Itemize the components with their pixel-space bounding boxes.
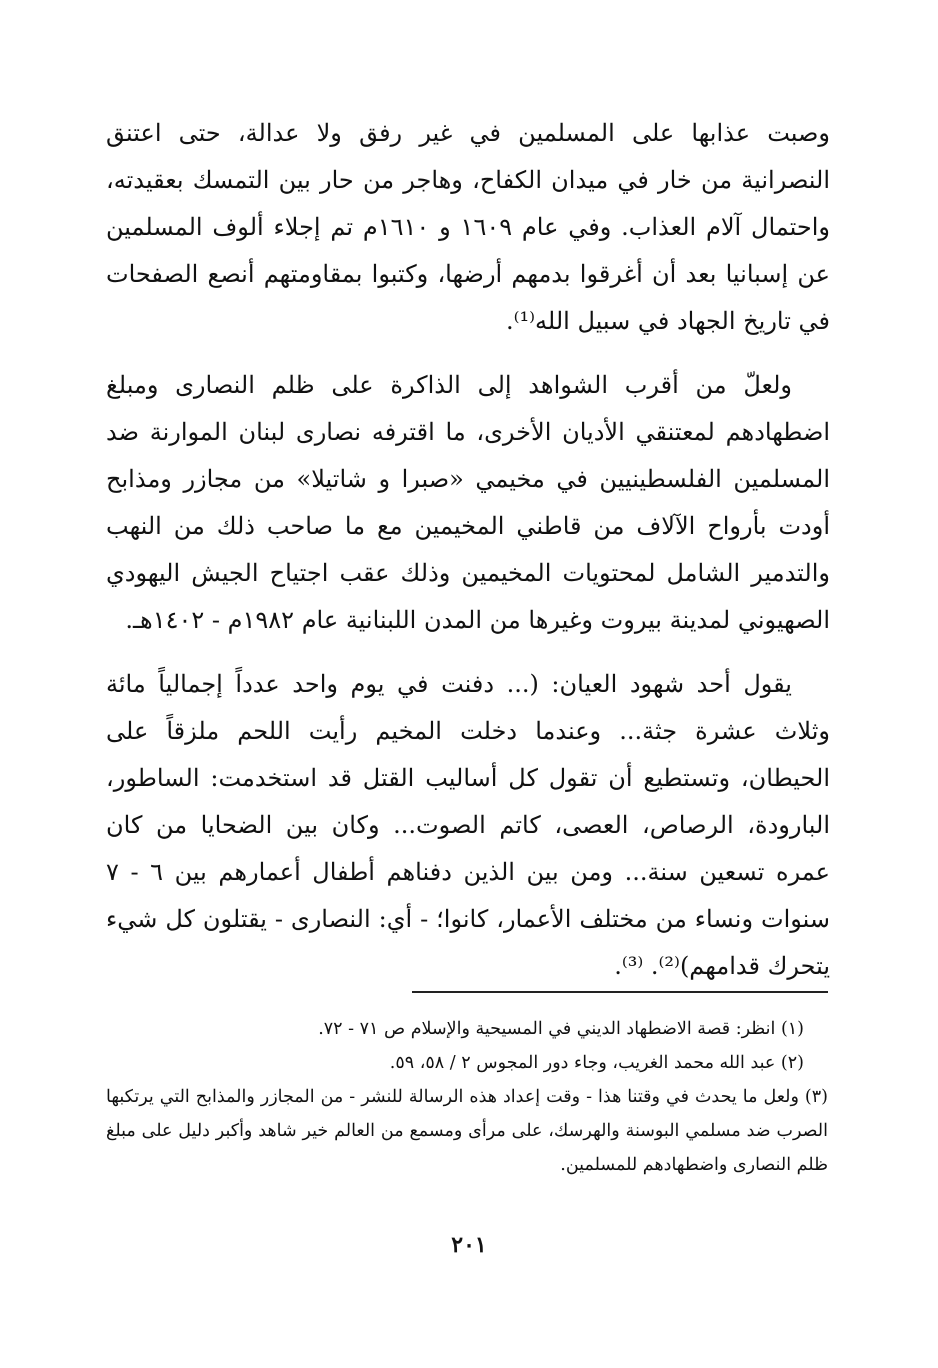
- paragraph: وصبت عذابها على المسلمين في غير رفق ولا عدالة، حتى اعتنق النصرانية من خار في ميدان الكفاح، وهاجر من حار بين التمسك بعقيدته، واحتمال آلام العذاب. وفي عام ١٦٠٩ و ١٦١٠م تم إجلاء ألوف المسلمين عن إسبانيا بعد أن أغرقوا بدمهم أرضها، وكتبوا بمقاومتهم أنصع الصفحات في تاريخ الجهاد في سبيل الله⁽¹⁾.: [106, 119, 830, 335]
- footnote-divider: [412, 991, 828, 993]
- footnote-item: (٣) ولعل ما يحدث في وقتنا هذا - وقت إعداد هذه الرسالة للنشر - من المجازر والمذابح التي يرتكبها الصرب ضد مسلمي البوسنة والهرسك، على مرأى ومسمع من العالم خير شاهد وأكبر دليل على مبلغ ظلم النصارى واضطهادهم للمسلمين.: [106, 1087, 828, 1175]
- footnote-item: (٢) عبد الله محمد الغريب، وجاء دور المجوس ٢ / ٥٨، ٥٩.: [389, 1053, 804, 1073]
- paragraph: يقول أحد شهود العيان: (... دفنت في يوم واحد عدداً إجمالياً مائة وثلاث عشرة جثة... وعندما دخلت المخيم رأيت اللحم ملزقاً على الحيطان، وتستطيع أن تقول كل أساليب القتل قد استخدمت: الساطور، البارودة، الرصاص، العصى، كاتم الصوت... وكان بين الضحايا من كان عمره تسعين سنة... ومن بين الذين دفناهم أطفال أعمارهم بين ٦ - ٧ سنوات ونساء من مختلف الأعمار، كانوا؛ - أي: النصارى - يقتلون كل شيء يتحرك قدامهم)⁽²⁾. ⁽³⁾.: [106, 670, 831, 980]
- main-text: [106, 110, 830, 1007]
- footnotes-section: [106, 1012, 828, 1182]
- paragraph: ولعلّ من أقرب الشواهد إلى الذاكرة على ظلم النصارى ومبلغ اضطهادهم لمعتنقي الأديان الأخرى، ما اقترفه نصارى لبنان الموارنة ضد المسلمين الفلسطينيين في مخيمي «صبرا و شاتيلا» من مجازر ومذابح أودت بأرواح الآلاف من قاطني المخيمين مع ما صاحب ذلك من النهب والتدمير الشامل لمحتويات المخيمين وذلك عقب اجتياح الجيش اليهودي الصهيوني لمدينة بيروت وغيرها من المدن اللبنانية عام ١٩٨٢م - ١٤٠٢هـ.: [106, 371, 830, 634]
- footnote-item: (١) انظر: قصة الاضطهاد الديني في المسيحية والإسلام ص ٧١ - ٧٢.: [318, 1019, 804, 1039]
- page-number: ٢٠١: [451, 1232, 487, 1258]
